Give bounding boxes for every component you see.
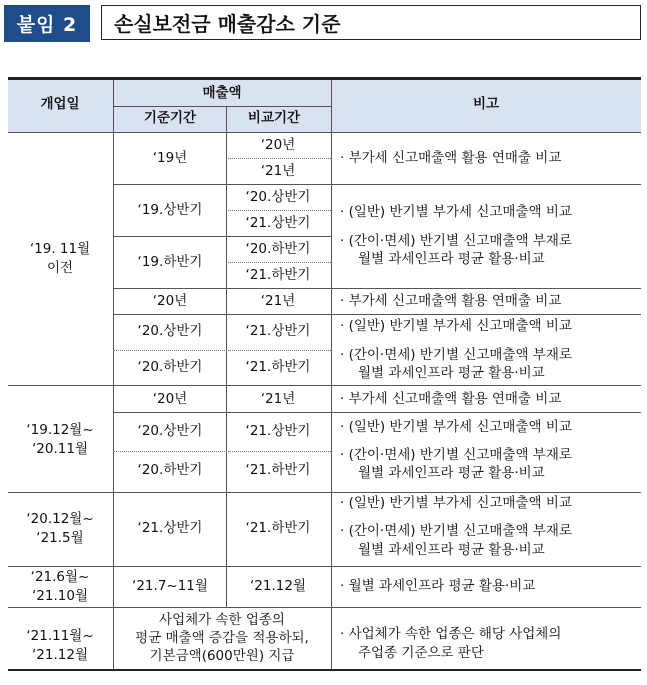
remark-cell: 월별 과세인프라 평균 활용·비교: [358, 542, 545, 558]
compare-period-cell: ‘21.상반기: [245, 423, 311, 439]
compare-period-cell: ‘21.하반기: [245, 462, 311, 478]
remark-cell: · (간이·면세) 반기별 신고매출액 부재로: [340, 523, 572, 539]
remark-cell: · (일반) 반기별 부가세 신고매출액 비교: [340, 419, 572, 435]
header-compare-period: 비교기간: [247, 110, 301, 126]
group-label: ‘21.5월: [36, 530, 84, 546]
remark-cell: · 월별 과세인프라 평균 활용·비교: [340, 578, 536, 594]
compare-period-cell: ‘21.하반기: [245, 520, 311, 536]
industry-average-note: 사업체가 속한 업종의: [159, 612, 285, 628]
group-label: ‘21.12월: [32, 647, 88, 663]
row-sep: [113, 288, 641, 289]
remark-cell: 월별 과세인프라 평균 활용·비교: [358, 465, 545, 481]
compare-period-cell: ‘21년: [260, 163, 296, 179]
group-label: ‘20.11월: [32, 441, 88, 457]
col-divider-2: [226, 106, 227, 607]
compare-period-cell: ‘20.하반기: [245, 241, 311, 257]
remark-cell: · 사업체가 속한 업종은 해당 사업체의: [340, 626, 562, 642]
base-period-cell: ‘20.상반기: [137, 323, 203, 339]
compare-period-cell: ‘21.12월: [250, 578, 306, 594]
row-sep-dotted: [226, 262, 331, 263]
header-divider: [113, 106, 331, 107]
remark-cell: · 부가세 신고매출액 활용 연매출 비교: [340, 150, 562, 166]
row-sep: [113, 184, 641, 185]
row-sep-dotted: [226, 210, 331, 211]
compare-period-cell: ‘21.하반기: [245, 359, 311, 375]
header-base-period: 기준기간: [143, 110, 197, 126]
col-divider-1: [113, 80, 114, 669]
remark-cell: · (간이·면세) 반기별 신고매출액 부재로: [340, 347, 572, 363]
remark-cell: 월별 과세인프라 평균 활용·비교: [358, 365, 545, 381]
remark-cell: · (일반) 반기별 부가세 신고매출액 비교: [340, 204, 572, 220]
compare-period-cell: ‘21.하반기: [245, 267, 311, 283]
compare-period-cell: ‘21.상반기: [245, 323, 311, 339]
industry-average-note: 평균 매출액 증감을 적용하되,: [135, 630, 309, 646]
remark-cell: · 부가세 신고매출액 활용 연매출 비교: [340, 391, 562, 407]
row-sep-dotted: [113, 350, 331, 351]
header-open-date: 개업일: [40, 96, 80, 112]
header-sales: 매출액: [202, 85, 242, 101]
col-divider-3: [331, 80, 332, 669]
table-bottom-border: [8, 669, 641, 671]
group-label: ‘21.6월~: [30, 569, 90, 585]
base-period-cell: ‘19년: [152, 150, 188, 166]
group-sep-2: [8, 492, 641, 493]
row-sep: [113, 314, 641, 315]
row-sep: [113, 236, 331, 237]
compare-period-cell: ‘20.상반기: [245, 189, 311, 205]
base-period-cell: ‘19.하반기: [137, 254, 203, 270]
base-period-cell: ‘20.하반기: [137, 359, 203, 375]
remark-cell: 주업종 기준으로 판단: [358, 645, 484, 661]
remark-cell: · (일반) 반기별 부가세 신고매출액 비교: [340, 495, 572, 511]
row-sep-dotted: [226, 158, 331, 159]
base-period-cell: ‘21.상반기: [137, 520, 203, 536]
group-label: ‘19.12월~: [26, 422, 94, 438]
group-label: ‘19. 11월: [29, 241, 91, 257]
row-sep: [113, 412, 641, 413]
group-sep-3: [8, 566, 641, 567]
group-label: ‘21.11월~: [26, 628, 94, 644]
remark-cell: · (일반) 반기별 부가세 신고매출액 비교: [340, 318, 572, 334]
base-period-cell: ‘20.상반기: [137, 423, 203, 439]
group-label: ‘21.10월: [32, 588, 88, 604]
compare-period-cell: ‘20년: [260, 137, 296, 153]
group-sep-1: [8, 385, 641, 386]
row-sep-dotted: [113, 451, 331, 452]
group-sep-4: [8, 607, 641, 608]
group-label: 이전: [46, 260, 74, 276]
base-period-cell: ‘20년: [152, 293, 188, 309]
header-remarks: 비고: [472, 96, 500, 112]
document-title: 손실보전금 매출감소 기준: [101, 5, 641, 40]
remark-cell: · (간이·면세) 반기별 신고매출액 부재로: [340, 233, 572, 249]
group-label: ‘20.12월~: [26, 511, 94, 527]
base-period-cell: ‘20.하반기: [137, 462, 203, 478]
base-period-cell: ‘20년: [152, 391, 188, 407]
base-period-cell: ‘19.상반기: [137, 202, 203, 218]
base-period-cell: ‘21.7~11월: [132, 578, 208, 594]
compare-period-cell: ‘21.상반기: [245, 215, 311, 231]
industry-average-note: 기본금액(600만원) 지급: [149, 648, 295, 664]
remark-cell: · 부가세 신고매출액 활용 연매출 비교: [340, 293, 562, 309]
remark-cell: 월별 과세인프라 평균 활용·비교: [358, 251, 545, 267]
compare-period-cell: ‘21년: [260, 293, 296, 309]
appendix-badge: 붙임 2: [4, 5, 90, 42]
compare-period-cell: ‘21년: [260, 391, 296, 407]
remark-cell: · (간이·면세) 반기별 신고매출액 부재로: [340, 447, 572, 463]
header-bottom: [8, 132, 641, 133]
